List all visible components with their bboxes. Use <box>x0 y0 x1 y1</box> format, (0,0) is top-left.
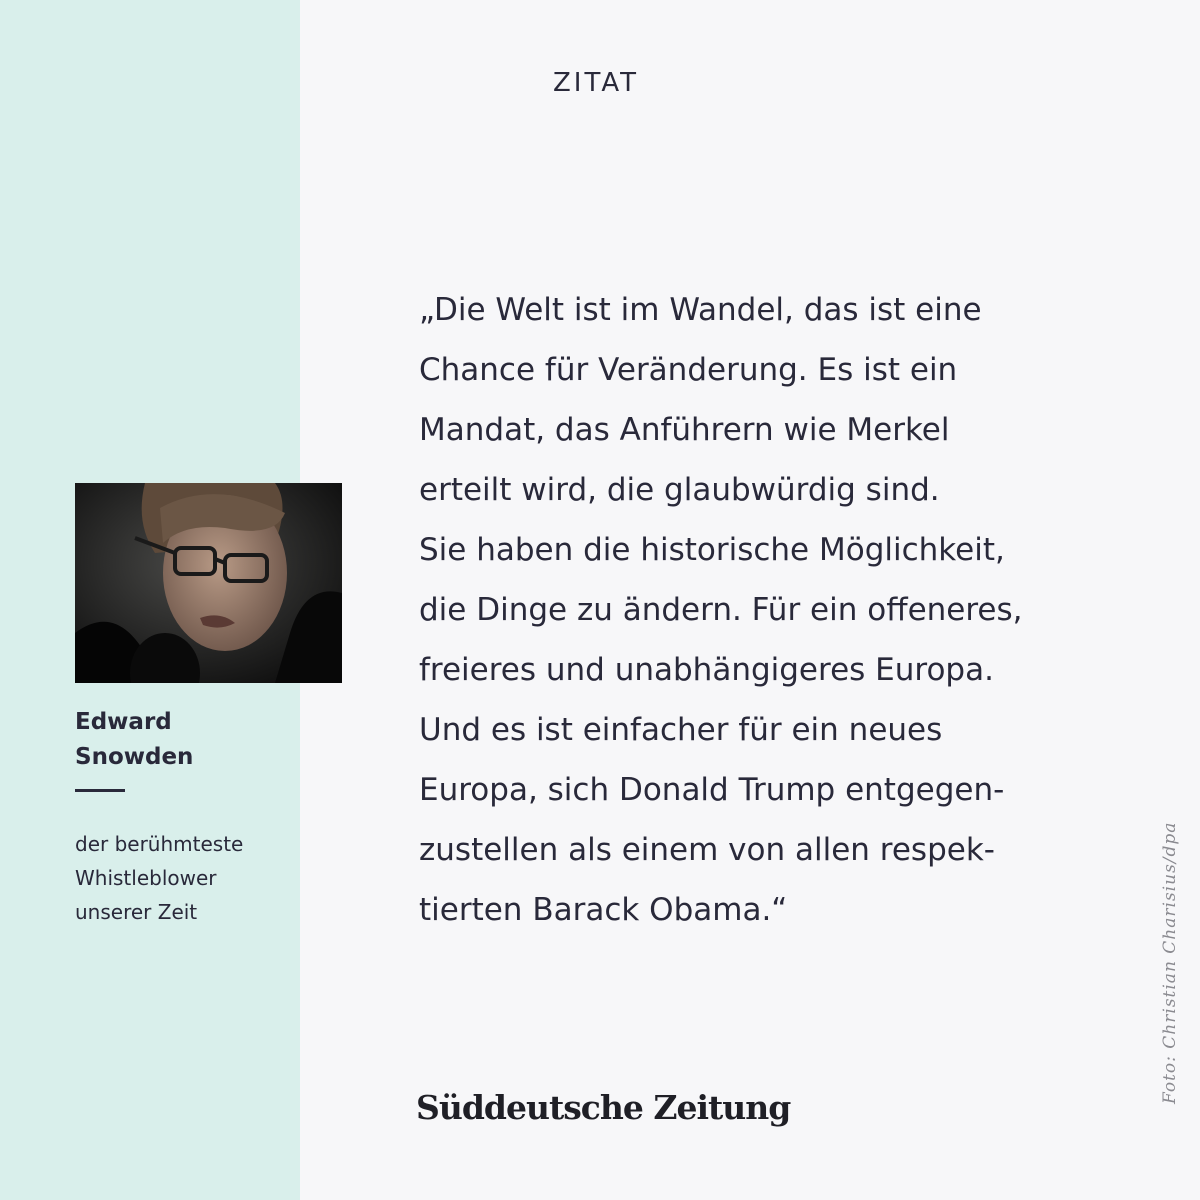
person-first-name: Edward <box>75 709 172 735</box>
quote-line: Mandat, das Anführern wie Merkel <box>419 412 950 448</box>
person-name <box>75 705 275 775</box>
quote-line: zustellen als einem von allen respek- <box>419 832 995 868</box>
description-line: Whistleblower <box>75 866 217 890</box>
quote-line: Und es ist einfacher für ein neues <box>419 712 943 748</box>
portrait-photo <box>75 483 342 683</box>
quote-line: Chance für Veränderung. Es ist ein <box>419 352 958 388</box>
quote-line: freieres und unabhängigeres Europa. <box>419 652 994 688</box>
person-description <box>75 827 290 929</box>
name-divider <box>75 789 125 792</box>
quote-line: erteilt wird, die glaubwürdig sind. <box>419 472 940 508</box>
description-line: der berühmteste <box>75 832 244 856</box>
quote-line: Europa, sich Donald Trump entgegen- <box>419 772 1005 808</box>
description-line: unserer Zeit <box>75 900 198 924</box>
quote-line: Sie haben die historische Möglichkeit, <box>419 532 1005 568</box>
quote-line: „Die Welt ist im Wandel, das ist eine <box>419 292 982 328</box>
quote-text <box>419 280 1159 940</box>
section-label: ZITAT <box>553 68 639 98</box>
photo-credit: Foto: Christian Charisius/dpa <box>1160 821 1180 1104</box>
portrait-image <box>75 483 342 683</box>
person-last-name: Snowden <box>75 744 194 770</box>
quote-line: die Dinge zu ändern. Für ein offeneres, <box>419 592 1023 628</box>
quote-line: tierten Barack Obama.“ <box>419 892 788 928</box>
brand-logo: Süddeutsche Zeitung <box>416 1088 791 1127</box>
